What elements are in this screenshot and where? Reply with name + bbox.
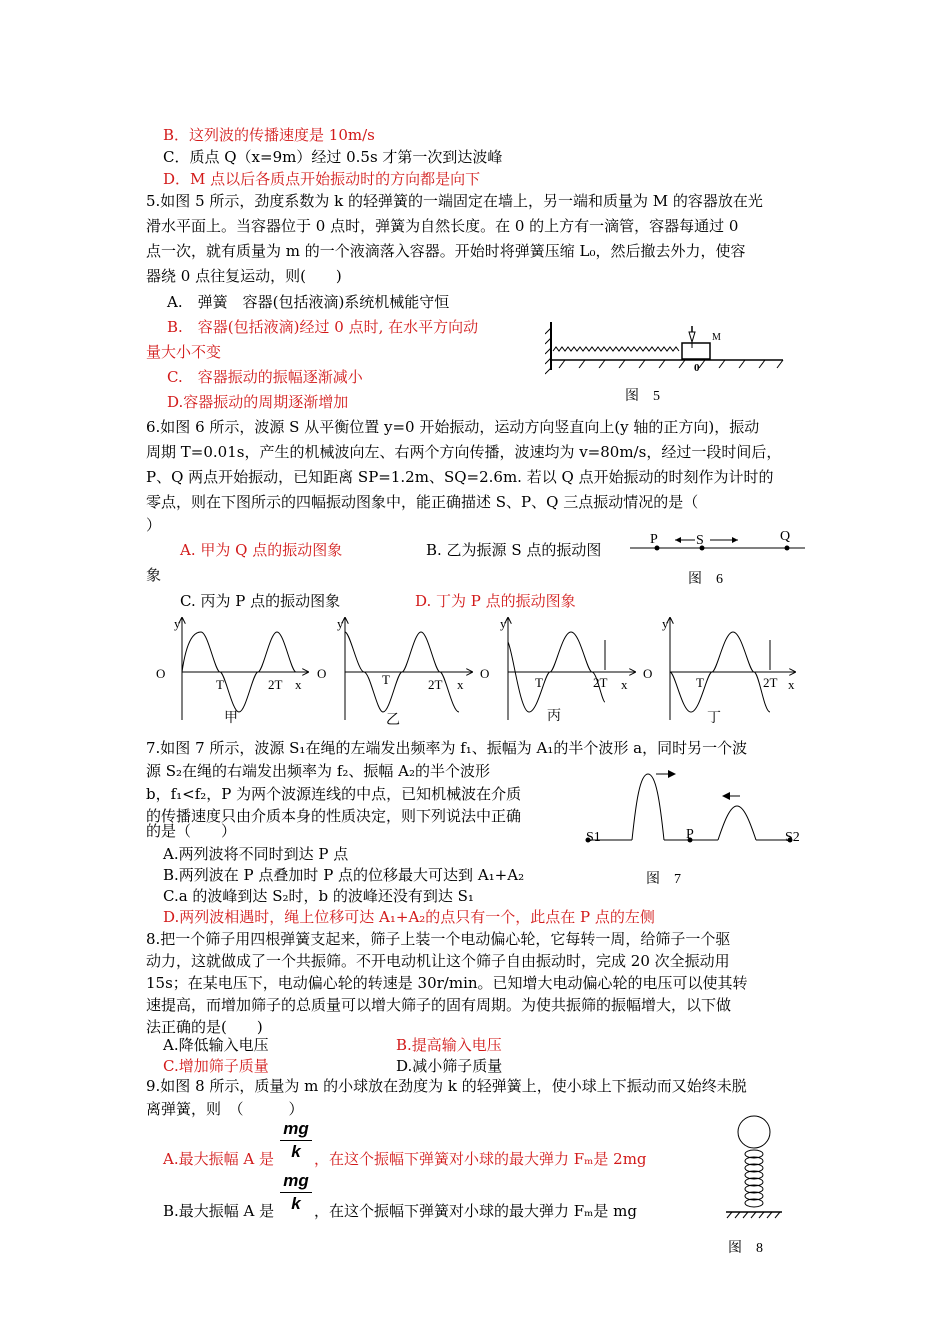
q7-option-b: B.两列波在 P 点叠加时 P 点的位移最大可达到 A₁+A₂: [163, 866, 525, 884]
q5-option-b-cont: 量大小不变: [146, 343, 222, 361]
figure-6-wave-source: [630, 526, 810, 591]
figure-6-label-s: S: [696, 533, 704, 548]
fraction-denominator: k: [291, 1142, 301, 1161]
graph-bing-origin: O: [480, 666, 490, 681]
q9-option-b-fraction: [280, 1170, 312, 1215]
graph-bing-x: x: [621, 677, 628, 692]
q7-option-a: A.两列波将不同时到达 P 点: [163, 845, 349, 863]
figure-5-label-m: M: [712, 332, 721, 343]
graph-yi-t1: T: [382, 672, 390, 687]
q5-option-b: B. 容器(包括液滴)经过 0 点时, 在水平方向动: [167, 318, 479, 336]
q9-option-b-prefix: B.最大振幅 A 是: [163, 1202, 275, 1220]
q4-option-d: D．M 点以后各质点开始振动时的方向都是向下: [163, 170, 481, 188]
q8-stem-line: 15s；在某电压下，电动偏心轮的转速是 30r/min。已知增大电动偏心轮的电压可以使其转: [146, 974, 748, 992]
graph-yi-y: y: [337, 616, 344, 631]
fraction-numerator: mg: [280, 1170, 312, 1193]
q9-stem-line: 9.如图 8 所示，质量为 m 的小球放在劲度为 k 的轻弹簧上，使小球上下振动而又始终未脱: [146, 1077, 747, 1095]
q9-option-a-prefix: A.最大振幅 A 是: [163, 1150, 274, 1168]
graph-bing-label: 丙: [547, 709, 561, 724]
q6-option-b-cont: 象: [146, 566, 162, 584]
q4-option-c: C．质点 Q（x=9m）经过 0.5s 才第一次到达波峰: [163, 148, 503, 166]
graph-jia-t2: 2T: [268, 677, 283, 692]
fraction-denominator: k: [291, 1194, 301, 1213]
graph-ding-t1: T: [696, 675, 704, 690]
figure-8-ball-on-spring: [718, 1112, 788, 1262]
figure-7-label-p: P: [686, 827, 694, 842]
q8-stem-line: 法正确的是( ): [146, 1018, 263, 1036]
figure-5-label-o: 0: [694, 362, 700, 374]
q7-stem-line: 的传播速度只由介质本身的性质决定，则下列说法中正确: [146, 807, 522, 825]
q6-option-a: A. 甲为 Q 点的振动图象: [180, 541, 343, 559]
q6-stem-line: 周期 T=0.01s，产生的机械波向左、右两个方向传播，波速均为 v=80m/s，经过一段时间后，: [146, 443, 782, 461]
graph-ding-x: x: [788, 677, 795, 692]
q8-stem-line: 动力，这就做成了一个共振筛。不开电动机让这个筛子自由振动时，完成 20 次全振动用: [146, 952, 730, 970]
figure-7-label-s2: S2: [785, 830, 800, 845]
q6-stem-line: 零点，则在下图所示的四幅振动图象中，能正确描述 S、P、Q 三点振动情况的是（: [146, 493, 699, 511]
figure-6-label-q: Q: [780, 529, 791, 544]
figure-6-caption: 图 6: [688, 572, 723, 587]
q9-option-a-suffix: ，在这个振幅下弹簧对小球的最大弹力 Fₘ是 2mg: [314, 1150, 647, 1168]
graph-bing-y: y: [500, 616, 507, 631]
q5-option-d: D.容器振动的周期逐渐增加: [167, 393, 349, 411]
q6-stem-line: ）: [146, 516, 162, 534]
q7-stem-line: 7.如图 7 所示，波源 S₁在绳的左端发出频率为 f₁、振幅为 A₁的半个波形 a，同时另一个波: [146, 739, 748, 757]
vibration-graphs: [150, 612, 810, 732]
q8-option-a: A.降低输入电压: [163, 1036, 269, 1054]
graph-ding-t2: 2T: [763, 675, 778, 690]
q7-stem-line: 源 S₂在绳的右端发出频率为 f₂、振幅 A₂的半个波形: [146, 762, 491, 780]
graph-jia-origin: O: [156, 666, 166, 681]
q5-stem-line: 5.如图 5 所示，劲度系数为 k 的轻弹簧的一端固定在墙上，另一端和质量为 M 的容器放在光: [146, 192, 763, 210]
q8-option-d: D.减小筛子质量: [396, 1057, 503, 1075]
q6-stem-line: 6.如图 6 所示，波源 S 从平衡位置 y=0 开始振动，运动方向竖直向上(y 轴的正方向)，振动: [146, 418, 760, 436]
q7-option-d: D.两列波相遇时，绳上位移可达 A₁+A₂的点只有一个，此点在 P 点的左侧: [163, 908, 655, 926]
graph-jia-t1: T: [216, 677, 224, 692]
graph-jia-x: x: [295, 677, 302, 692]
q5-stem-line: 器绕 0 点往复运动，则( ): [146, 267, 342, 285]
figure-8-caption: 图 8: [728, 1241, 763, 1256]
q8-stem-line: 速提高，而增加筛子的总质量可以增大筛子的固有周期。为使共振筛的振幅增大，以下做: [146, 996, 732, 1014]
q6-option-d: D. 丁为 P 点的振动图象: [415, 592, 576, 610]
figure-7-caption: 图 7: [646, 872, 681, 887]
figure-5-spring-container: [545, 318, 790, 413]
q8-option-c: C.增加筛子质量: [163, 1057, 269, 1075]
figure-7-rope-waves: [580, 762, 805, 890]
q5-option-c: C. 容器振动的振幅逐渐减小: [167, 368, 363, 386]
q8-option-b: B.提高输入电压: [396, 1036, 502, 1054]
graph-ding: [643, 616, 795, 726]
q9-option-b-suffix: ，在这个振幅下弹簧对小球的最大弹力 Fₘ是 mg: [314, 1202, 637, 1220]
graph-bing-t2: 2T: [593, 675, 608, 690]
figure-7-label-s1: S1: [586, 830, 601, 845]
graph-yi-origin: O: [317, 666, 327, 681]
q9-option-a-fraction: [280, 1118, 312, 1163]
q9-stem-line: 离弹簧，则 （ ）: [146, 1100, 304, 1118]
q5-stem-line: 点一次，就有质量为 m 的一个液滴落入容器。开始时将弹簧压缩 L₀，然后撤去外力，使容: [146, 242, 746, 260]
graph-ding-y: y: [662, 616, 669, 631]
q7-option-c: C.a 的波峰到达 S₂时，b 的波峰还没有到达 S₁: [163, 887, 474, 905]
graph-jia-y: y: [174, 616, 181, 631]
graph-bing-t1: T: [535, 675, 543, 690]
q7-stem-line: 的是（ ）: [146, 822, 237, 840]
q5-stem-line: 滑水平面上。当容器位于 0 点时，弹簧为自然长度。在 0 的上方有一滴管，容器每通过 0: [146, 217, 739, 235]
graph-yi-t2: 2T: [428, 677, 443, 692]
graph-yi-x: x: [457, 677, 464, 692]
figure-5-caption: 图 5: [625, 389, 660, 404]
q8-stem-line: 8.把一个筛子用四根弹簧支起来，筛子上装一个电动偏心轮，它每转一周，给筛子一个驱: [146, 930, 731, 948]
q6-stem-line: P、Q 两点开始振动，已知距离 SP=1.2m、SQ=2.6m. 若以 Q 点开始振动的时刻作为计时的: [146, 468, 774, 486]
fraction-numerator: mg: [280, 1118, 312, 1141]
graph-bing: [480, 616, 635, 724]
graph-ding-origin: O: [643, 666, 653, 681]
q5-option-a: A. 弹簧 容器(包括液滴)系统机械能守恒: [167, 293, 450, 311]
graph-jia-label: 甲: [224, 711, 238, 726]
q6-option-b: B. 乙为振源 S 点的振动图: [426, 541, 602, 559]
graph-yi: [317, 616, 472, 728]
q6-option-c: C. 丙为 P 点的振动图象: [180, 592, 341, 610]
q4-option-b: B．这列波的传播速度是 10m/s: [163, 126, 375, 144]
graph-yi-label: 乙: [386, 713, 400, 728]
q7-stem-line: b，f₁<f₂，P 为两个波源连线的中点，已知机械波在介质: [146, 785, 522, 803]
graph-ding-label: 丁: [707, 711, 721, 726]
graph-jia: [156, 616, 308, 726]
figure-6-label-p: P: [650, 532, 658, 547]
